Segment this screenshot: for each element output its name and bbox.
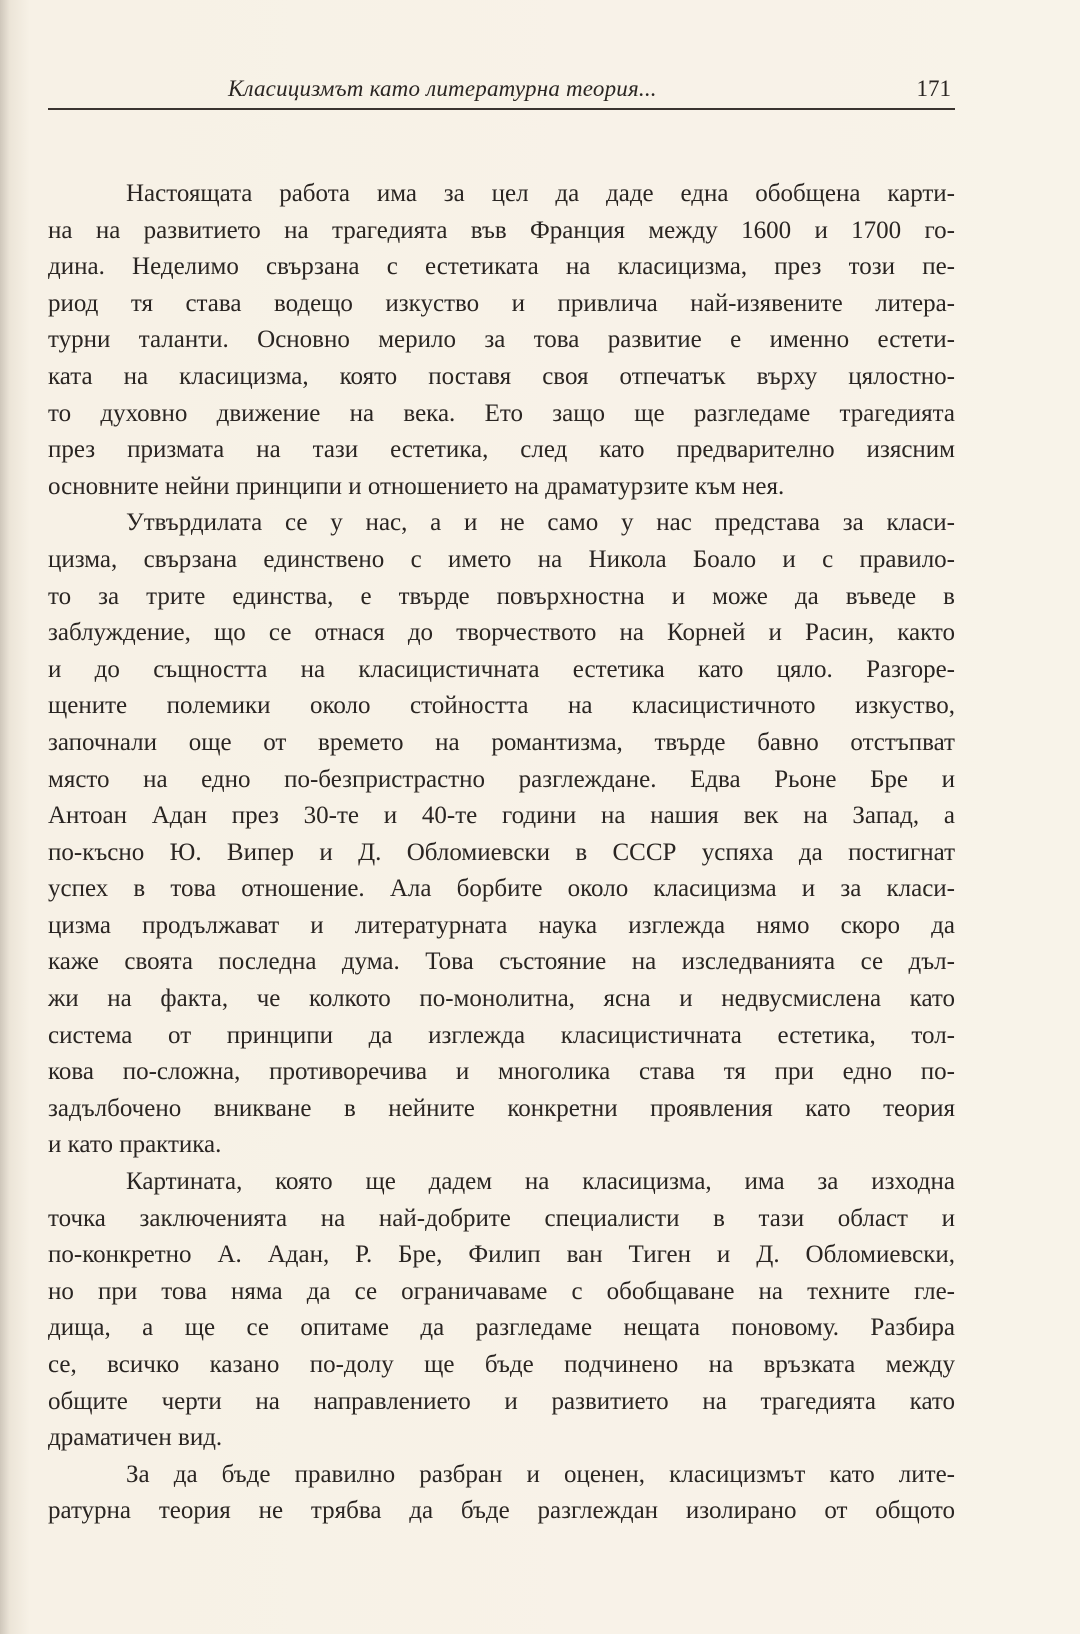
text-line: дина. Неделимо свързана с естетиката на класицизма, през този пе-	[48, 253, 955, 281]
text-line: и като практика.	[48, 1131, 222, 1159]
text-line: през призмата на тази естетика, след като предварително изясним	[48, 436, 955, 464]
text-line: общите черти на направлението и развитието на трагедията като	[48, 1387, 955, 1415]
text-line: и до същността на класицистичната естетика като цяло. Разгоре-	[48, 655, 955, 683]
text-line: то за трите единства, е твърде повърхностна и може да въведе в	[48, 582, 955, 610]
text-line: място на едно по-безпристрастно разглеждане. Едва Рьоне Бре и	[48, 765, 955, 793]
text-line: точка заключенията на най-добрите специалисти в тази област и	[48, 1204, 955, 1232]
text-line: на на развитието на трагедията във Франция между 1600 и 1700 го-	[48, 216, 955, 244]
text-line: Картината, която ще дадем на класицизма, има за изходна	[126, 1168, 955, 1196]
text-line: ратурна теория не трябва да бъде разглеждан изолирано от общото	[48, 1497, 955, 1525]
text-line: Настоящата работа има за цел да даде една обобщена карти-	[126, 180, 955, 207]
text-line: жи на факта, че колкото по-монолитна, ясна и недвусмислена като	[48, 985, 955, 1013]
text-line: каже своята последна дума. Това състояние на изследванията се дъл-	[48, 948, 955, 976]
text-line: но при това няма да се ограничаваме с обобщаване на техните гле-	[48, 1277, 955, 1305]
text-line: ката на класицизма, която поставя своя отпечатък върху цялостно-	[48, 362, 955, 390]
text-line: кова по-сложна, противоречива и многолика става тя при едно по-	[48, 1058, 955, 1086]
text-line: започнали още от времето на романтизма, твърде бавно отстъпват	[48, 728, 955, 756]
text-line: За да бъде правилно разбран и оценен, класицизмът като лите-	[126, 1460, 955, 1488]
body-text	[48, 176, 955, 1530]
text-line: система от принципи да изглежда класицистичната естетика, тол-	[48, 1021, 955, 1049]
text-line: щените полемики около стойността на класицистичното изкуство,	[48, 692, 955, 720]
text-line: основните нейни принципи и отношението на драматурзите към нея.	[48, 472, 785, 500]
running-title: Класицизмът като литературна теория...	[228, 76, 657, 101]
text-line: Утвърдилата се у нас, а и не само у нас представа за класи-	[126, 509, 955, 537]
text-line: се, всичко казано по-долу ще бъде подчинено на връзката между	[48, 1351, 955, 1378]
page-number: 171	[916, 76, 951, 101]
text-line: цизма, свързана единствено с името на Никола Боало и с правило-	[48, 545, 955, 573]
running-header	[48, 74, 955, 110]
text-line: по-конкретно А. Адан, Р. Бре, Филип ван Тиген и Д. Обломиевски,	[48, 1241, 955, 1269]
text-line: дища, а ще се опитаме да разгледаме нещата поновому. Разбира	[48, 1314, 955, 1342]
text-line: цизма продължават и литературната наука изглежда нямо скоро да	[48, 911, 955, 939]
text-line: по-късно Ю. Випер и Д. Обломиевски в СССР успяха да постигнат	[48, 838, 955, 866]
text-line: успех в това отношение. Ала борбите около класицизма и за класи-	[48, 875, 955, 903]
text-line: то духовно движение на века. Ето защо ще разгледаме трагедията	[48, 399, 955, 427]
text-line: заблуждение, що се отнася до творчеството на Корней и Расин, както	[48, 619, 955, 647]
text-line: Антоан Адан през 30-те и 40-те години на нашия век на Запад, а	[48, 802, 955, 830]
text-line: риод тя става водещо изкуство и привлича най-изявените литера-	[48, 289, 955, 317]
text-line: задълбочено вникване в нейните конкретни проявления като теория	[48, 1094, 955, 1122]
text-line: турни таланти. Основно мерило за това развитие е именно естети-	[48, 326, 955, 354]
text-line: драматичен вид.	[48, 1424, 223, 1452]
